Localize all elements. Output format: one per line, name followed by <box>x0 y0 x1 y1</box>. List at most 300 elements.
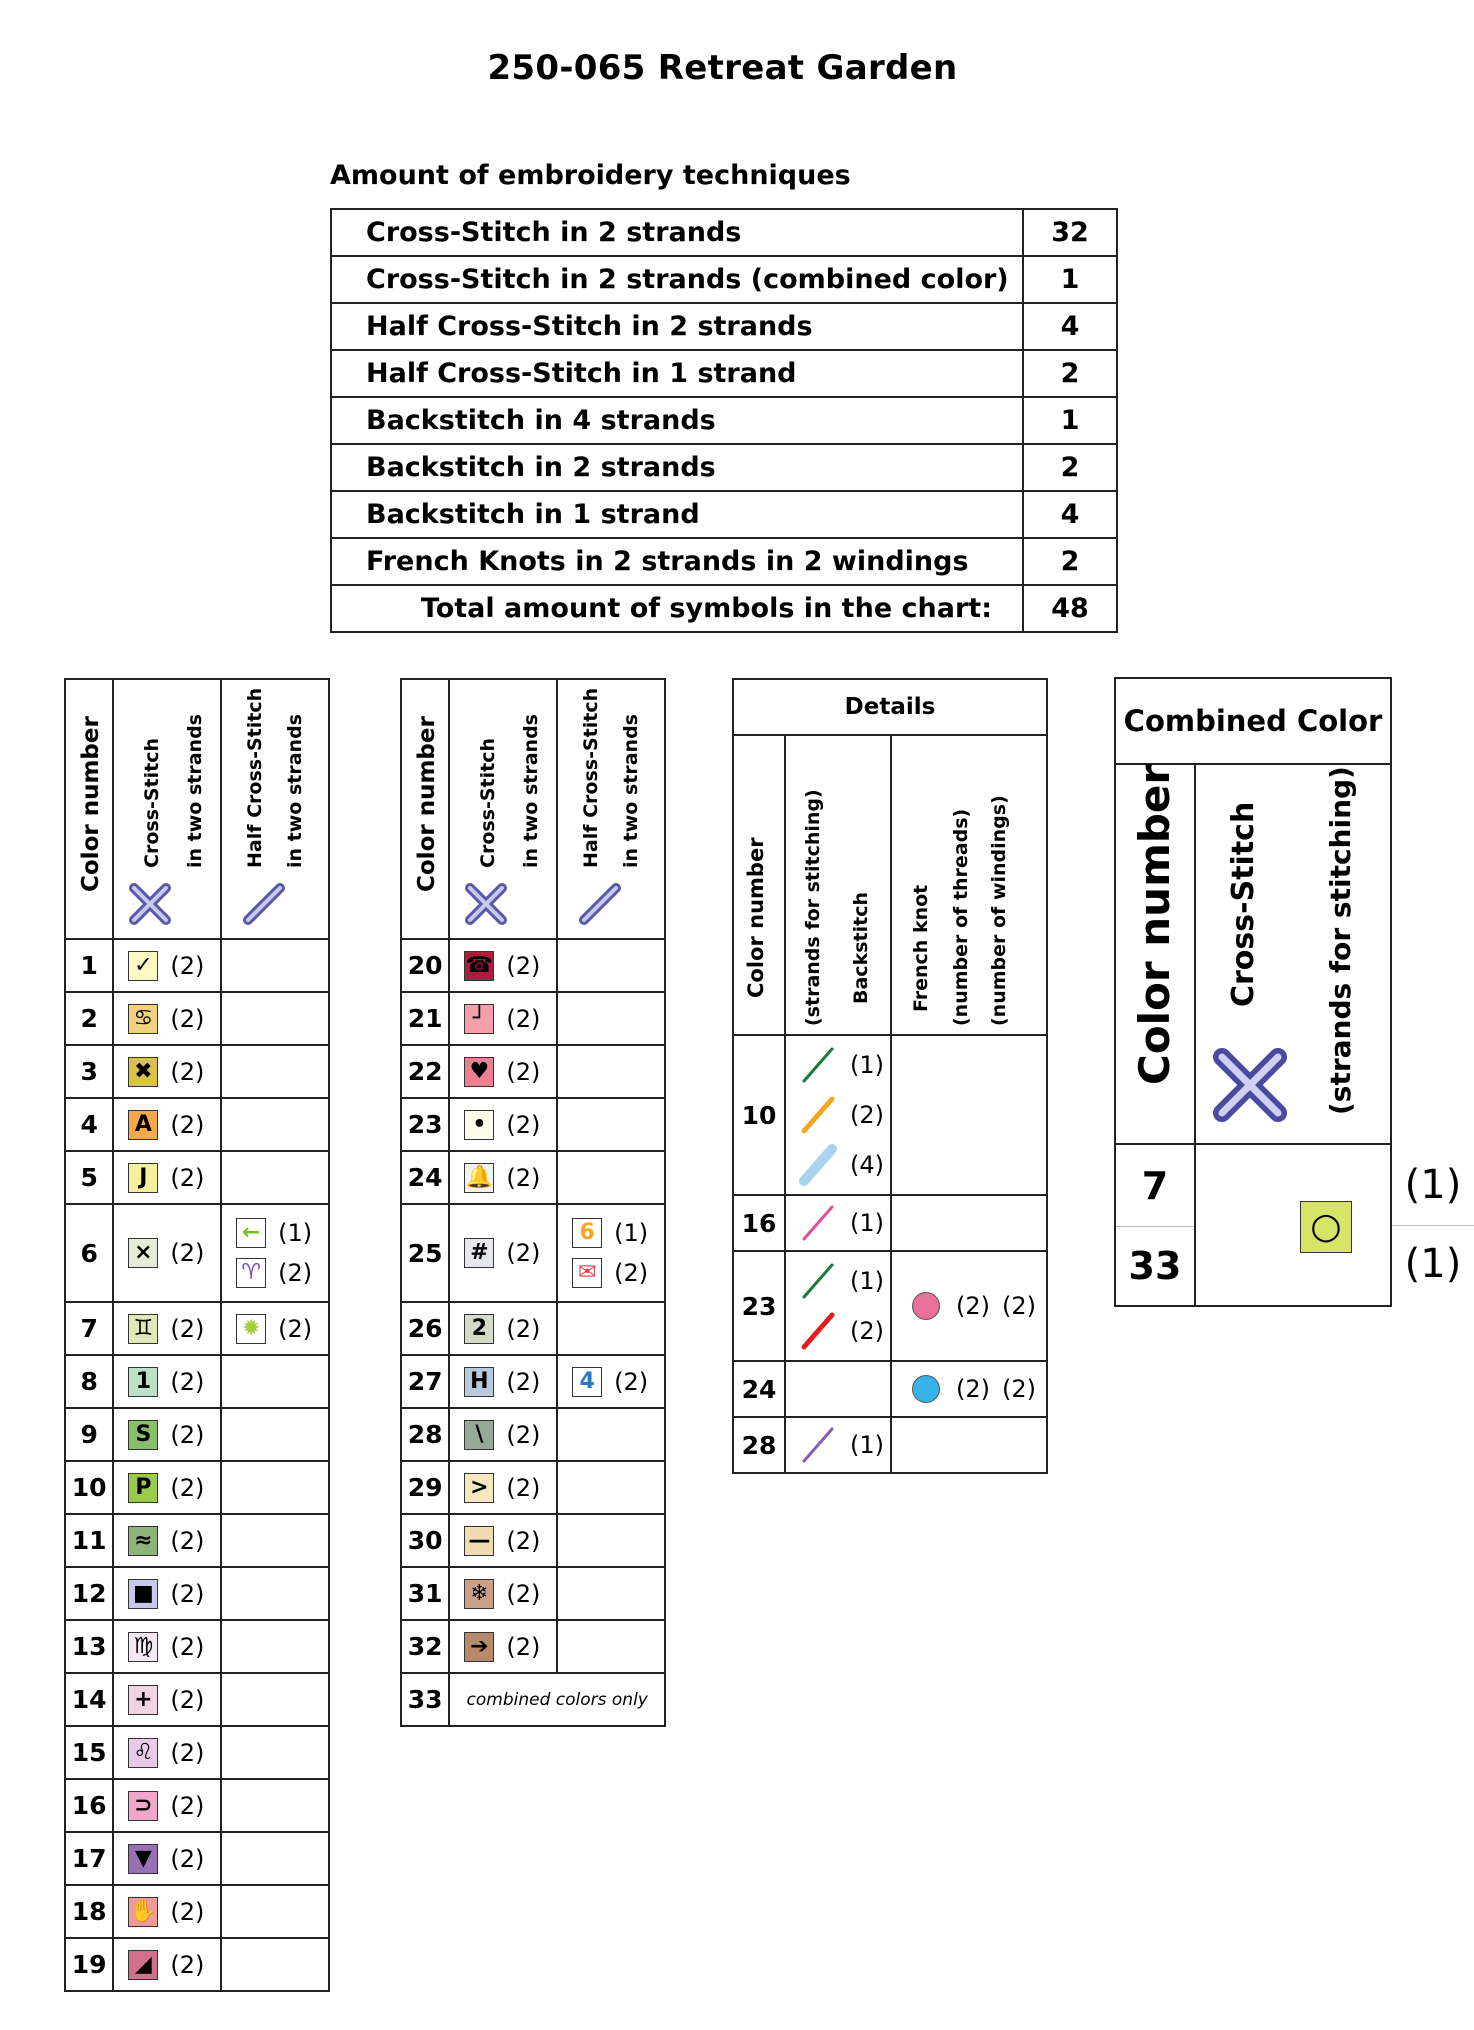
symbol-box: ➔ <box>464 1632 494 1662</box>
half-stitch-cell <box>557 1355 665 1408</box>
combined-color-table <box>1114 677 1462 1307</box>
strands: (2) <box>614 1259 649 1287</box>
color-row <box>65 1045 329 1098</box>
strands: (2) <box>170 1314 205 1343</box>
strands: (2) <box>170 1057 205 1086</box>
cross-stitch-cell <box>113 1779 221 1832</box>
color-number: 17 <box>65 1832 113 1885</box>
french-knot-dot-icon <box>912 1292 940 1320</box>
color-row <box>65 1355 329 1408</box>
french-knot-cell <box>891 1035 1047 1195</box>
color-row <box>401 1567 665 1620</box>
knot-windings: (2) <box>1002 1292 1036 1320</box>
half-stitch-cell <box>557 939 665 992</box>
symbol-box: × <box>128 1238 158 1268</box>
backstitch-cell <box>785 1417 891 1473</box>
color-row <box>65 1151 329 1204</box>
symbol-box: ♊ <box>128 1314 158 1344</box>
cross-stitch-cell <box>113 1461 221 1514</box>
technique-count: 2 <box>1023 538 1117 585</box>
symbol-box: ♥ <box>464 1057 494 1087</box>
symbol-box: ◢ <box>128 1950 158 1980</box>
cross-stitch-cell <box>113 1355 221 1408</box>
color-number: 19 <box>65 1938 113 1991</box>
color-row <box>65 1779 329 1832</box>
combined-symbol-cell <box>1195 1144 1462 1306</box>
cross-stitch-cell <box>449 1461 557 1514</box>
color-row <box>65 1938 329 1991</box>
symbol-box: S <box>128 1420 158 1450</box>
half-stitch-cell <box>221 939 329 992</box>
technique-row <box>331 256 1117 303</box>
color-number: 3 <box>65 1045 113 1098</box>
technique-row <box>331 350 1117 397</box>
symbol-box: H <box>464 1367 494 1397</box>
cross-stitch-cell <box>449 992 557 1045</box>
half-stitch-cell <box>557 1151 665 1204</box>
color-number: 33 <box>401 1673 449 1726</box>
technique-count: 2 <box>1023 444 1117 491</box>
half-stitch-cell <box>557 1045 665 1098</box>
backstitch-line-icon <box>798 1423 838 1467</box>
backstitch-cell <box>785 1251 891 1361</box>
color-number: 24 <box>401 1151 449 1204</box>
backstitch-line-icon <box>798 1093 838 1137</box>
cross-stitch-cell <box>113 1620 221 1673</box>
color-table-2 <box>400 678 666 1727</box>
backstitch-cell <box>785 1195 891 1251</box>
symbol-box: — <box>464 1526 494 1556</box>
color-number: 5 <box>65 1151 113 1204</box>
technique-label: Backstitch in 4 strands <box>331 397 1023 444</box>
half-stitch-cell <box>221 1885 329 1938</box>
strands: (2) <box>278 1314 313 1343</box>
color-number: 30 <box>401 1514 449 1567</box>
half-stitch-cell <box>221 1204 329 1302</box>
color-number: 12 <box>65 1567 113 1620</box>
color-number: 18 <box>65 1885 113 1938</box>
cross-stitch-cell <box>449 1514 557 1567</box>
symbol-box: ≈ <box>128 1526 158 1556</box>
symbol-box: 4 <box>572 1367 602 1397</box>
details-color-number: 16 <box>733 1195 785 1251</box>
color-row <box>65 1832 329 1885</box>
color-row <box>401 1514 665 1567</box>
symbol-box: ✉ <box>572 1258 602 1288</box>
strands: (2) <box>506 1239 541 1267</box>
color-number: 16 <box>65 1779 113 1832</box>
color-row <box>401 992 665 1045</box>
half-stitch-cell <box>557 1302 665 1355</box>
color-number: 21 <box>401 992 449 1045</box>
color-row <box>65 1673 329 1726</box>
strands: (1) <box>850 1209 884 1237</box>
color-row <box>65 939 329 992</box>
technique-count: 4 <box>1023 303 1117 350</box>
color-row <box>401 1151 665 1204</box>
color-number: 26 <box>401 1302 449 1355</box>
half-stitch-cell <box>221 1832 329 1885</box>
color-number-header: Color number <box>401 679 449 939</box>
symbol-box: # <box>464 1238 494 1268</box>
knot-threads: (2) <box>956 1375 990 1403</box>
details-row <box>733 1417 1047 1473</box>
backstitch-line-icon <box>798 1259 838 1303</box>
cross-stitch-cell <box>113 1408 221 1461</box>
half-stitch-cell <box>221 1673 329 1726</box>
color-row <box>401 1461 665 1514</box>
cross-stitch-cell <box>449 939 557 992</box>
technique-count: 32 <box>1023 209 1117 256</box>
symbol-box: ✹ <box>236 1314 266 1344</box>
technique-label: Half Cross-Stitch in 1 strand <box>331 350 1023 397</box>
techniques-table <box>330 208 1118 633</box>
symbol-box: ← <box>236 1218 266 1248</box>
color-number: 4 <box>65 1098 113 1151</box>
symbol-box: + <box>128 1685 158 1715</box>
strands: (2) <box>170 1367 205 1396</box>
french-knot-cell <box>891 1251 1047 1361</box>
technique-count: 1 <box>1023 256 1117 303</box>
combined-strands-2: (1) <box>1404 1241 1462 1287</box>
color-row <box>401 1045 665 1098</box>
color-number: 1 <box>65 939 113 992</box>
details-french-knot-header: French knot (number of threads) (number of windings) <box>891 735 1047 1035</box>
strands: (2) <box>170 1004 205 1033</box>
symbol-box: J <box>128 1163 158 1193</box>
cross-stitch-cell <box>449 1567 557 1620</box>
technique-count: 1 <box>1023 397 1117 444</box>
strands: (2) <box>850 1317 884 1345</box>
symbol-box: ■ <box>128 1579 158 1609</box>
color-note: combined colors only <box>449 1673 665 1726</box>
cross-stitch-cell <box>449 1302 557 1355</box>
color-number: 10 <box>65 1461 113 1514</box>
strands: (2) <box>506 1057 541 1086</box>
symbol-box: ✓ <box>128 951 158 981</box>
symbol-box: 2 <box>464 1314 494 1344</box>
strands: (2) <box>506 1420 541 1449</box>
color-number: 28 <box>401 1408 449 1461</box>
color-number: 2 <box>65 992 113 1045</box>
half-stitch-cell <box>221 1938 329 1991</box>
color-row <box>65 1514 329 1567</box>
strands: (2) <box>170 1239 205 1267</box>
symbol-box: 1 <box>128 1367 158 1397</box>
strands: (2) <box>170 1110 205 1139</box>
backstitch-line-icon <box>798 1309 838 1353</box>
color-number: 22 <box>401 1045 449 1098</box>
technique-row <box>331 538 1117 585</box>
strands: (1) <box>278 1219 313 1247</box>
strands: (2) <box>170 1685 205 1714</box>
half-stitch-cell <box>557 1408 665 1461</box>
details-row <box>733 1251 1047 1361</box>
color-row <box>65 1726 329 1779</box>
strands: (2) <box>506 1632 541 1661</box>
strands: (2) <box>614 1367 649 1396</box>
symbol-box: 🔔 <box>464 1163 494 1193</box>
cross-stitch-cell <box>113 1567 221 1620</box>
color-number: 32 <box>401 1620 449 1673</box>
cross-stitch-cell <box>113 992 221 1045</box>
half-cross-stitch-header: Half Cross-Stitch in two strands <box>221 679 329 939</box>
half-stitch-cell <box>557 1567 665 1620</box>
french-knot-cell <box>891 1417 1047 1473</box>
cross-stitch-cell <box>113 1832 221 1885</box>
cross-stitch-cell <box>113 1938 221 1991</box>
half-stitch-cell <box>221 1567 329 1620</box>
half-stitch-cell <box>557 1204 665 1302</box>
technique-label: Cross-Stitch in 2 strands <box>331 209 1023 256</box>
symbol-box: ▼ <box>128 1844 158 1874</box>
half-stitch-cell <box>557 1620 665 1673</box>
color-number-header: Color number <box>65 679 113 939</box>
strands: (2) <box>170 951 205 980</box>
strands: (4) <box>850 1151 884 1179</box>
technique-total-row <box>331 585 1117 632</box>
backstitch-line-icon <box>798 1143 838 1187</box>
french-knot-cell <box>891 1195 1047 1251</box>
backstitch-cell <box>785 1035 891 1195</box>
cross-stitch-cell <box>113 939 221 992</box>
technique-count: 2 <box>1023 350 1117 397</box>
cross-stitch-header: Cross-Stitch in two strands <box>449 679 557 939</box>
strands: (2) <box>170 1163 205 1192</box>
combined-color-number-header: Color number <box>1115 764 1195 1144</box>
backstitch-cell <box>785 1361 891 1417</box>
strands: (2) <box>506 1526 541 1555</box>
color-row <box>65 1620 329 1673</box>
color-row <box>401 1302 665 1355</box>
techniques-heading: Amount of embroidery techniques <box>330 160 851 191</box>
strands: (1) <box>850 1051 884 1079</box>
half-stitch-cell <box>221 1408 329 1461</box>
technique-row <box>331 444 1117 491</box>
details-color-number: 10 <box>733 1035 785 1195</box>
technique-label: Backstitch in 1 strand <box>331 491 1023 538</box>
total-count: 48 <box>1023 585 1117 632</box>
color-number: 6 <box>65 1204 113 1302</box>
technique-label: Backstitch in 2 strands <box>331 444 1023 491</box>
color-row <box>401 1673 665 1726</box>
cross-stitch-cell <box>449 1408 557 1461</box>
page-title: 250-065 Retreat Garden <box>487 48 958 88</box>
color-number: 9 <box>65 1408 113 1461</box>
strands: (2) <box>850 1101 884 1129</box>
color-number: 11 <box>65 1514 113 1567</box>
symbol-box: ♋ <box>128 1004 158 1034</box>
cross-stitch-cell <box>113 1885 221 1938</box>
cross-stitch-cell <box>449 1204 557 1302</box>
details-row <box>733 1361 1047 1417</box>
details-color-number: 28 <box>733 1417 785 1473</box>
cross-stitch-cell <box>449 1355 557 1408</box>
technique-row <box>331 303 1117 350</box>
color-number: 14 <box>65 1673 113 1726</box>
strands: (2) <box>170 1632 205 1661</box>
color-row <box>401 939 665 992</box>
strands: (2) <box>170 1791 205 1820</box>
color-number: 20 <box>401 939 449 992</box>
symbol-box: \ <box>464 1420 494 1450</box>
half-stitch-cell <box>221 1098 329 1151</box>
half-stitch-cell <box>221 1302 329 1355</box>
strands: (2) <box>170 1420 205 1449</box>
cross-stitch-cell <box>113 1726 221 1779</box>
color-table-1 <box>64 678 330 1992</box>
technique-row <box>331 397 1117 444</box>
technique-label: French Knots in 2 strands in 2 windings <box>331 538 1023 585</box>
half-stitch-cell <box>221 1355 329 1408</box>
half-stitch-cell <box>221 1726 329 1779</box>
backstitch-line-icon <box>798 1201 838 1245</box>
details-row <box>733 1195 1047 1251</box>
half-stitch-cell <box>221 1151 329 1204</box>
color-number: 23 <box>401 1098 449 1151</box>
cross-stitch-cell <box>449 1620 557 1673</box>
technique-row <box>331 209 1117 256</box>
combined-color-numbers <box>1115 1144 1195 1306</box>
details-backstitch-header: (strands for stitching) Backstitch <box>785 735 891 1035</box>
color-row <box>65 1098 329 1151</box>
strands: (1) <box>850 1431 884 1459</box>
details-color-number-header: Color number <box>733 735 785 1035</box>
strands: (1) <box>614 1219 649 1247</box>
cross-stitch-cell <box>113 1151 221 1204</box>
cross-stitch-cell <box>449 1098 557 1151</box>
strands: (2) <box>506 1367 541 1396</box>
color-row <box>65 1567 329 1620</box>
color-row <box>401 1204 665 1302</box>
color-row <box>401 1620 665 1673</box>
color-number: 8 <box>65 1355 113 1408</box>
details-row <box>733 1035 1047 1195</box>
combined-strands-1: (1) <box>1392 1145 1474 1226</box>
color-number: 7 <box>65 1302 113 1355</box>
technique-label: Cross-Stitch in 2 strands (combined color) <box>331 256 1023 303</box>
cross-stitch-icon <box>1210 1045 1290 1125</box>
half-stitch-cell <box>557 992 665 1045</box>
combined-cross-stitch-header: Cross-Stitch (strands for stitching) <box>1195 764 1391 1144</box>
half-stitch-icon <box>240 880 288 928</box>
color-number: 15 <box>65 1726 113 1779</box>
half-stitch-cell <box>557 1461 665 1514</box>
strands: (2) <box>506 1314 541 1343</box>
backstitch-line-icon <box>798 1043 838 1087</box>
symbol-box: ☎ <box>464 951 494 981</box>
color-row <box>401 1408 665 1461</box>
french-knot-cell <box>891 1361 1047 1417</box>
combined-num-1: 7 <box>1116 1146 1194 1227</box>
symbol-box: ♍ <box>128 1632 158 1662</box>
symbol-box: ❄ <box>464 1579 494 1609</box>
color-row <box>65 1408 329 1461</box>
details-color-number: 23 <box>733 1251 785 1361</box>
color-row <box>401 1098 665 1151</box>
cross-stitch-cell <box>449 1151 557 1204</box>
cross-stitch-cell <box>449 1045 557 1098</box>
color-number: 25 <box>401 1204 449 1302</box>
strands: (2) <box>506 951 541 980</box>
half-stitch-cell <box>557 1098 665 1151</box>
symbol-box: ✋ <box>128 1897 158 1927</box>
technique-label: Half Cross-Stitch in 2 strands <box>331 303 1023 350</box>
half-stitch-icon <box>576 880 624 928</box>
color-row <box>65 992 329 1045</box>
symbol-box: P <box>128 1473 158 1503</box>
color-number: 27 <box>401 1355 449 1408</box>
knot-threads: (2) <box>956 1292 990 1320</box>
color-row <box>401 1355 665 1408</box>
cross-stitch-cell <box>113 1302 221 1355</box>
half-stitch-cell <box>221 1461 329 1514</box>
combined-num-2: 33 <box>1128 1243 1182 1288</box>
french-knot-dot-icon <box>912 1375 940 1403</box>
color-row <box>65 1204 329 1302</box>
strands: (2) <box>506 1110 541 1139</box>
details-color-number: 24 <box>733 1361 785 1417</box>
strands: (2) <box>506 1473 541 1502</box>
symbol-box: ┘ <box>464 1004 494 1034</box>
cross-stitch-icon <box>462 880 510 928</box>
details-header: Details <box>733 679 1047 735</box>
symbol-box: ♌ <box>128 1738 158 1768</box>
symbol-box: ⊃ <box>128 1791 158 1821</box>
half-stitch-cell <box>221 1779 329 1832</box>
strands: (2) <box>278 1259 313 1287</box>
strands: (2) <box>170 1579 205 1608</box>
half-cross-stitch-header: Half Cross-Stitch in two strands <box>557 679 665 939</box>
symbol-box: A <box>128 1110 158 1140</box>
half-stitch-cell <box>221 1045 329 1098</box>
color-row <box>65 1885 329 1938</box>
symbol-box: • <box>464 1110 494 1140</box>
color-number: 13 <box>65 1620 113 1673</box>
knot-windings: (2) <box>1002 1375 1036 1403</box>
strands: (2) <box>506 1004 541 1033</box>
strands: (2) <box>170 1950 205 1979</box>
symbol-box: 6 <box>572 1218 602 1248</box>
half-stitch-cell <box>557 1514 665 1567</box>
half-stitch-cell <box>221 992 329 1045</box>
color-row <box>65 1461 329 1514</box>
symbol-box: ✖ <box>128 1057 158 1087</box>
cross-stitch-icon <box>126 880 174 928</box>
strands: (2) <box>170 1897 205 1926</box>
half-stitch-cell <box>221 1620 329 1673</box>
total-label: Total amount of symbols in the chart: <box>331 585 1023 632</box>
symbol-box: ♈ <box>236 1258 266 1288</box>
color-row <box>65 1302 329 1355</box>
color-number: 29 <box>401 1461 449 1514</box>
strands: (1) <box>850 1267 884 1295</box>
combined-color-header: Combined Color <box>1115 678 1391 764</box>
strands: (2) <box>170 1473 205 1502</box>
strands: (2) <box>170 1844 205 1873</box>
strands: (2) <box>170 1526 205 1555</box>
technique-row <box>331 491 1117 538</box>
cross-stitch-header: Cross-Stitch in two strands <box>113 679 221 939</box>
cross-stitch-cell <box>113 1045 221 1098</box>
combined-symbol: ○ <box>1300 1201 1352 1253</box>
strands: (2) <box>506 1579 541 1608</box>
cross-stitch-cell <box>113 1673 221 1726</box>
cross-stitch-cell <box>113 1098 221 1151</box>
details-table <box>732 678 1048 1474</box>
strands: (2) <box>506 1163 541 1192</box>
strands: (2) <box>170 1738 205 1767</box>
